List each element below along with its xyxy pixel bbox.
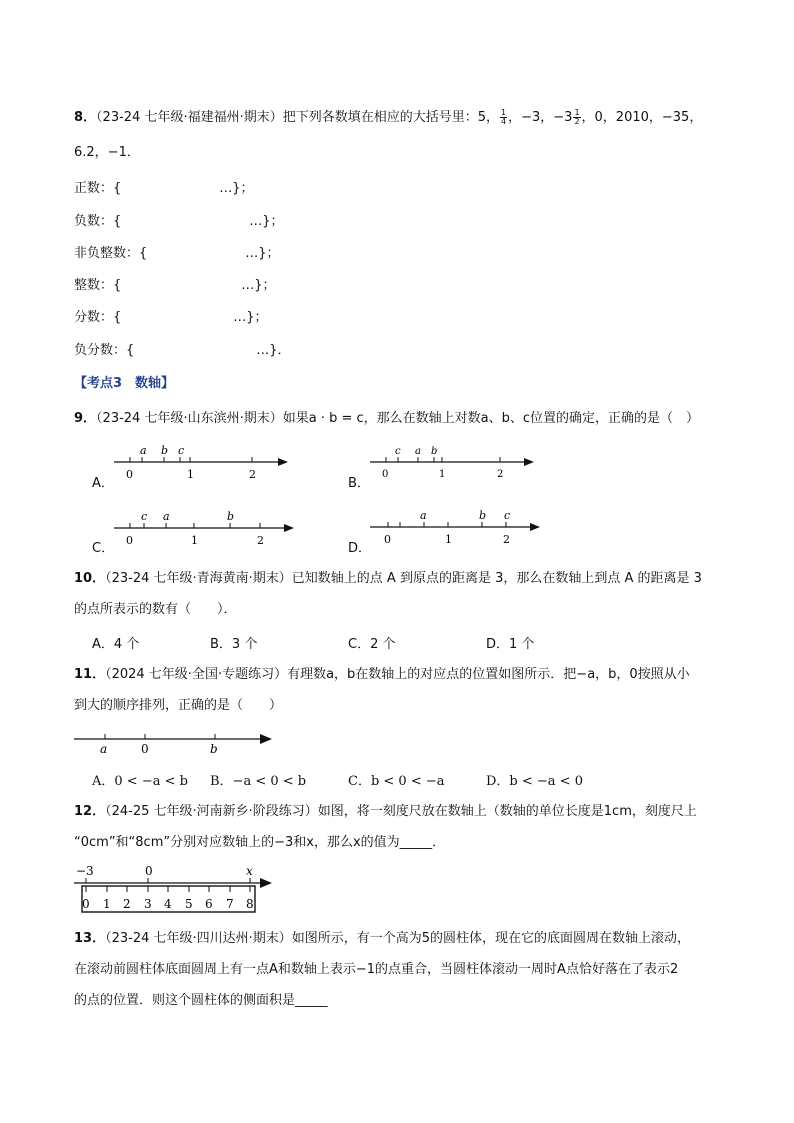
axis-label: c bbox=[178, 444, 185, 457]
axis-tick-label: 2 bbox=[249, 468, 256, 481]
axis-tick-label: 2 bbox=[503, 533, 510, 546]
row-label: 分数：{ bbox=[74, 310, 122, 325]
ruler-mark: 5 bbox=[185, 897, 193, 911]
axis-tick-label: 1 bbox=[445, 533, 452, 546]
q10-source: （23-24 七年级·青海黄南·期末） bbox=[105, 571, 292, 586]
q12-number: 12． bbox=[74, 804, 106, 819]
q10-number: 10． bbox=[74, 571, 106, 586]
q11-option-d[interactable]: D．b < −a < 0 bbox=[486, 774, 583, 789]
q11-option-b[interactable]: B．−a < 0 < b bbox=[210, 774, 307, 789]
q11-source: （2024 七年级·全国·专题练习） bbox=[105, 667, 288, 682]
axis-tick-label: 1 bbox=[439, 469, 446, 480]
q9-option-d-label[interactable]: D． bbox=[348, 541, 372, 556]
ruler-mark: 1 bbox=[103, 897, 111, 911]
q13-source: （23-24 七年级·四川达州·期末） bbox=[105, 931, 292, 946]
q12-text1: 如图，将一刻度尺放在数轴上（数轴的单位长度是1cm，刻度尺上 bbox=[317, 804, 697, 819]
q8-fraction-1: $\frac{1}{4}$ bbox=[501, 108, 507, 126]
ruler-mark: 3 bbox=[144, 897, 152, 911]
q8-row-integer bbox=[74, 274, 276, 293]
axis-tick-label: 2 bbox=[497, 469, 504, 480]
axis-label: c bbox=[141, 510, 148, 523]
q11-number-line bbox=[72, 728, 277, 756]
row-end: …}； bbox=[219, 181, 254, 196]
q9-option-a-label[interactable]: A． bbox=[92, 476, 114, 491]
axis-label: b bbox=[210, 742, 218, 756]
q8-number: 8． bbox=[74, 110, 97, 125]
axis-label: a bbox=[140, 444, 147, 457]
ruler-mark: 2 bbox=[123, 897, 131, 911]
q9-line1 bbox=[74, 410, 699, 428]
row-end: …}； bbox=[233, 310, 268, 325]
row-end: …}． bbox=[256, 343, 291, 358]
axis-tick-label: 0 bbox=[384, 533, 391, 546]
axis-label: c bbox=[504, 509, 511, 522]
q10-option-b[interactable]: B．3 个 bbox=[210, 637, 258, 652]
q10-text1: 已知数轴上的点 A 到原点的距离是 3，那么在数轴上到点 A 的距离是 3 bbox=[291, 571, 702, 586]
q11-option-c[interactable]: C．b < 0 < −a bbox=[348, 774, 445, 789]
row-label: 正数：{ bbox=[74, 181, 122, 196]
q8-text-a: 把下列各数填在相应的大括号里：5， bbox=[282, 110, 500, 125]
q9-axis-c[interactable] bbox=[110, 506, 300, 550]
ruler-mark: 8 bbox=[246, 897, 254, 911]
q12-source: （24-25 七年级·河南新乡·阶段练习） bbox=[105, 804, 318, 819]
q12-line1 bbox=[74, 803, 697, 821]
q8-line1 bbox=[74, 109, 702, 127]
row-label: 负数：{ bbox=[74, 214, 122, 229]
q8-row-positive bbox=[74, 177, 254, 196]
q10-option-d[interactable]: D．1 个 bbox=[486, 637, 535, 652]
axis-label: b bbox=[431, 446, 438, 457]
q13-number: 13． bbox=[74, 931, 106, 946]
q9-number: 9． bbox=[74, 411, 97, 426]
q9-text: 如果a · b = c，那么在数轴上对数a、b、c位置的确定，正确的是（ ） bbox=[282, 411, 700, 426]
q8-row-nonneg-int bbox=[74, 242, 280, 261]
axis-tick-label: 0 bbox=[382, 469, 389, 480]
q8-source: （23-24 七年级·福建福州·期末） bbox=[96, 110, 283, 125]
q10-line1 bbox=[74, 570, 702, 588]
axis-tick-label: 2 bbox=[257, 534, 264, 547]
q8-text-c: ，0，2010，−35， bbox=[581, 110, 703, 125]
axis-label: a bbox=[415, 446, 421, 457]
row-label: 整数：{ bbox=[74, 278, 122, 293]
q8-fraction-2: $\frac{1}{2}$ bbox=[574, 108, 580, 126]
q9-axis-a[interactable] bbox=[110, 440, 295, 485]
q9-option-c-label[interactable]: C． bbox=[92, 541, 115, 556]
q13-line1 bbox=[74, 930, 690, 948]
q11-option-a[interactable]: A．0 < −a < b bbox=[92, 774, 188, 789]
q9-source: （23-24 七年级·山东滨州·期末） bbox=[96, 411, 283, 426]
q12-ruler-figure bbox=[72, 862, 282, 916]
ruler-mark: 7 bbox=[226, 897, 234, 911]
q11-number: 11． bbox=[74, 667, 106, 682]
q9-axis-d[interactable] bbox=[366, 505, 548, 549]
q11-text1: 有理数a，b在数轴上的对应点的位置如图所示．把−a，b，0按照从小 bbox=[287, 667, 690, 682]
axis-label: 0 bbox=[141, 742, 149, 756]
axis-label: a bbox=[100, 742, 108, 756]
q9-option-b-label[interactable]: B． bbox=[348, 476, 370, 491]
q13-line3: 的点的位置．则这个圆柱体的侧面积是_____ bbox=[74, 993, 328, 1008]
row-end: …}； bbox=[241, 278, 276, 293]
q12-line2: “0cm”和“8cm”分别对应数轴上的−3和x，那么x的值为_____． bbox=[74, 835, 446, 850]
q8-row-negative bbox=[74, 210, 284, 229]
ruler-mark: 4 bbox=[164, 897, 172, 911]
axis-label: c bbox=[395, 446, 401, 457]
q11-line2: 到大的顺序排列，正确的是（ ） bbox=[74, 698, 283, 713]
axis-tick-label: 0 bbox=[126, 534, 133, 547]
q10-option-c[interactable]: C．2 个 bbox=[348, 637, 396, 652]
q8-row-fraction bbox=[74, 306, 268, 325]
q13-line2: 在滚动前圆柱体底面圆周上有一点A和数轴上表示−1的点重合，当圆柱体滚动一周时A点恰好落在了表示2 bbox=[74, 962, 679, 977]
ruler-mark: 6 bbox=[205, 897, 213, 911]
row-label: 负分数：{ bbox=[74, 343, 135, 358]
q8-line2: 6.2，−1． bbox=[74, 145, 140, 160]
q13-text1: 如图所示，有一个高为5的圆柱体，现在它的底面圆周在数轴上滚动， bbox=[291, 931, 691, 946]
ruler-mark: 0 bbox=[82, 897, 90, 911]
q8-text-b: ，−3，−3 bbox=[508, 110, 573, 125]
axis-tick-label: 1 bbox=[187, 468, 194, 481]
axis-label: 0 bbox=[145, 864, 153, 878]
axis-label: b bbox=[227, 510, 235, 523]
section-title: 【考点3 数轴】 bbox=[74, 376, 175, 391]
axis-label: a bbox=[420, 509, 427, 522]
axis-label: x bbox=[246, 864, 253, 878]
row-end: …}； bbox=[249, 214, 284, 229]
axis-tick-label: 1 bbox=[191, 534, 198, 547]
axis-label: −3 bbox=[76, 864, 94, 878]
axis-tick-label: 0 bbox=[126, 468, 133, 481]
q8-row-neg-fraction bbox=[74, 339, 291, 358]
axis-label: b bbox=[479, 509, 487, 522]
q11-line1 bbox=[74, 666, 690, 684]
row-label: 非负整数：{ bbox=[74, 246, 148, 261]
q9-axis-b[interactable] bbox=[366, 442, 541, 484]
row-end: …}； bbox=[245, 246, 280, 261]
axis-label: b bbox=[161, 444, 169, 457]
q10-option-a[interactable]: A．4 个 bbox=[92, 637, 140, 652]
q10-line2: 的点所表示的数有（ ）． bbox=[74, 602, 237, 617]
axis-label: a bbox=[163, 510, 170, 523]
